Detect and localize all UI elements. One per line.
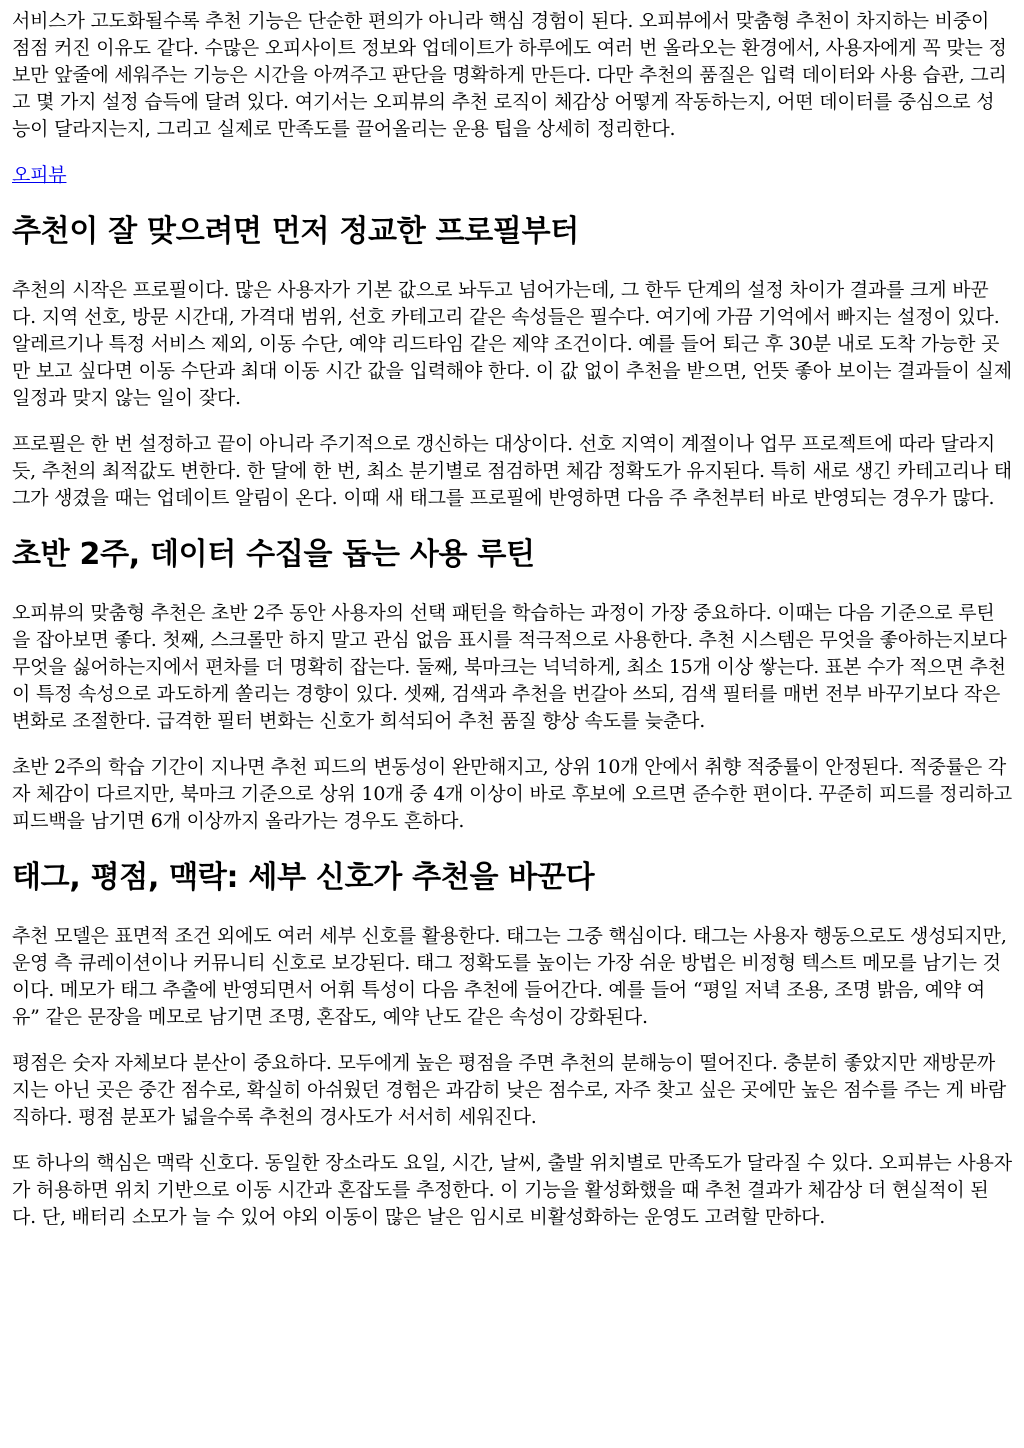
section-paragraph: 프로필은 한 번 설정하고 끝이 아니라 주기적으로 갱신하는 대상이다. 선호 지역이 계절이나 업무 프로젝트에 따라 달라지듯, 추천의 최적값도 변한다. 한 달에 한 번, 최소 분기별로 점검하면 체감 정확도가 유지된다. 특히 새로 생긴 카테고리나 태그가 생겼을 때는 업데이트 알림이 온다. 이때 새 태그를 프로필에 반영하면 다음 주 추천부터 바로 반영되는 경우가 많다. bbox=[12, 433, 1012, 509]
article bbox=[12, 8, 1012, 1231]
section-paragraph: 또 하나의 핵심은 맥락 신호다. 동일한 장소라도 요일, 시간, 날씨, 출발 위치별로 만족도가 달라질 수 있다. 오피뷰는 사용자가 허용하면 위치 기반으로 이동 시간과 혼잡도를 추정한다. 이 기능을 활성화했을 때 추천 결과가 체감상 더 현실적이 된다. 단, 배터리 소모가 늘 수 있어 야외 이동이 많은 날은 임시로 비활성화하는 운영도 고려할 만하다. bbox=[12, 1152, 1012, 1228]
section-paragraph: 평점은 숫자 자체보다 분산이 중요하다. 모두에게 높은 평점을 주면 추천의 분해능이 떨어진다. 충분히 좋았지만 재방문까지는 아닌 곳은 중간 점수로, 확실히 아쉬웠던 경험은 과감히 낮은 점수로, 자주 찾고 싶은 곳에만 높은 점수를 주는 게 바람직하다. 평점 분포가 넓을수록 추천의 경사도가 서서히 세워진다. bbox=[12, 1052, 1007, 1128]
link-paragraph bbox=[12, 162, 1012, 189]
section-heading: 추천이 잘 맞으려면 먼저 정교한 프로필부터 bbox=[12, 214, 579, 249]
section-heading: 초반 2주, 데이터 수집을 돕는 사용 루틴 bbox=[12, 537, 535, 572]
intro-paragraph: 서비스가 고도화될수록 추천 기능은 단순한 편의가 아니라 핵심 경험이 된다. 오피뷰에서 맞춤형 추천이 차지하는 비중이 점점 커진 이유도 같다. 수많은 오피사이트 정보와 업데이트가 하루에도 여러 번 올라오는 환경에서, 사용자에게 꼭 맞는 정보만 앞줄에 세워주는 기능은 시간을 아껴주고 판단을 명확하게 만든다. 다만 추천의 품질은 입력 데이터와 사용 습관, 그리고 몇 가지 설정 습득에 달려 있다. 여기서는 오피뷰의 추천 로직이 체감상 어떻게 작동하는지, 어떤 데이터를 중심으로 성능이 달라지는지, 그리고 실제로 만족도를 끌어올리는 운용 팁을 상세히 정리한다. bbox=[12, 10, 1007, 140]
section-profile bbox=[12, 213, 1012, 512]
site-link[interactable]: 오피뷰 bbox=[12, 164, 67, 186]
section-signals bbox=[12, 859, 1012, 1231]
section-heading: 태그, 평점, 맥락: 세부 신호가 추천을 바꾼다 bbox=[12, 860, 595, 895]
section-paragraph: 오피뷰의 맞춤형 추천은 초반 2주 동안 사용자의 선택 패턴을 학습하는 과정이 가장 중요하다. 이때는 다음 기준으로 루틴을 잡아보면 좋다. 첫째, 스크롤만 하지 말고 관심 없음 표시를 적극적으로 사용한다. 추천 시스템은 무엇을 좋아하는지보다 무엇을 싫어하는지에서 편차를 더 명확히 잡는다. 둘째, 북마크는 넉넉하게, 최소 15개 이상 쌓는다. 표본 수가 적으면 추천이 특정 속성으로 과도하게 쏠리는 경향이 있다. 셋째, 검색과 추천을 번갈아 쓰되, 검색 필터를 매번 전부 바꾸기보다 작은 변화로 조절한다. 급격한 필터 변화는 신호가 희석되어 추천 품질 향상 속도를 늦춘다. bbox=[12, 602, 1007, 732]
section-routine bbox=[12, 536, 1012, 835]
section-paragraph: 초반 2주의 학습 기간이 지나면 추천 피드의 변동성이 완만해지고, 상위 10개 안에서 취향 적중률이 안정된다. 적중률은 각자 체감이 다르지만, 북마크 기준으로 상위 10개 중 4개 이상이 바로 후보에 오르면 준수한 편이다. 꾸준히 피드를 정리하고 피드백을 남기면 6개 이상까지 올라가는 경우도 흔하다. bbox=[12, 756, 1012, 832]
section-paragraph: 추천의 시작은 프로필이다. 많은 사용자가 기본 값으로 놔두고 넘어가는데, 그 한두 단계의 설정 차이가 결과를 크게 바꾼다. 지역 선호, 방문 시간대, 가격대 범위, 선호 카테고리 같은 속성들은 필수다. 여기에 가끔 기억에서 빠지는 설정이 있다. 알레르기나 특정 서비스 제외, 이동 수단, 예약 리드타임 같은 제약 조건이다. 예를 들어 퇴근 후 30분 내로 도착 가능한 곳만 보고 싶다면 이동 수단과 최대 이동 시간 값을 입력해야 한다. 이 값 없이 추천을 받으면, 언뜻 좋아 보이는 결과들이 실제 일정과 맞지 않는 일이 잦다. bbox=[12, 279, 1012, 409]
section-paragraph: 추천 모델은 표면적 조건 외에도 여러 세부 신호를 활용한다. 태그는 그중 핵심이다. 태그는 사용자 행동으로도 생성되지만, 운영 측 큐레이션이나 커뮤니티 신호로 보강된다. 태그 정확도를 높이는 가장 쉬운 방법은 비정형 텍스트 메모를 남기는 것이다. 메모가 태그 추출에 반영되면서 어휘 특성이 다음 추천에 들어간다. 예를 들어 “평일 저녁 조용, 조명 밝음, 예약 여유” 같은 문장을 메모로 남기면 조명, 혼잡도, 예약 난도 같은 속성이 강화된다. bbox=[12, 925, 1007, 1028]
